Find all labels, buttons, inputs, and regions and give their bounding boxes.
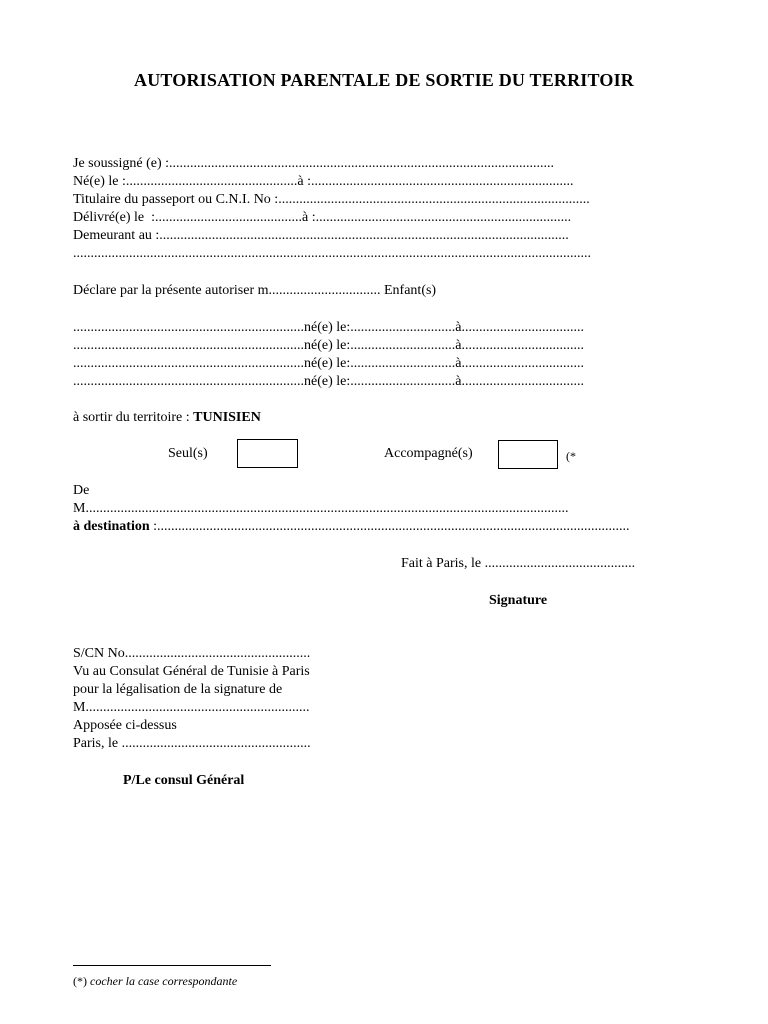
- field-soussigne: Je soussigné (e) :..............................................................................................................: [73, 156, 555, 171]
- destination-dots: :.......................................................................................................................................: [149, 519, 630, 534]
- footnote-text: cocher la case correspondante: [87, 974, 238, 988]
- child-line-3: ..................................................................né(e) le:..............................à...................................: [73, 356, 584, 371]
- seul-label: Seul(s): [168, 446, 208, 461]
- child-line-1: ..................................................................né(e) le:..............................à...................................: [73, 320, 584, 335]
- destination-line: [73, 518, 630, 536]
- consulate-pour: pour la légalisation de la signature de: [73, 682, 283, 697]
- accompagne-checkbox[interactable]: [498, 440, 558, 469]
- child-line-4: ..................................................................né(e) le:..............................à...................................: [73, 374, 584, 389]
- field-ne-le: Né(e) le :.................................................à :...........................................................................: [73, 174, 574, 189]
- escort-de: De: [73, 483, 90, 498]
- territory-line: [73, 409, 261, 427]
- page-title: AUTORISATION PARENTALE DE SORTIE DU TERRITOIR: [134, 70, 634, 90]
- fait-a-paris: Fait à Paris, le ...........................................: [401, 556, 636, 571]
- signature-label: Signature: [489, 593, 548, 608]
- footnote: [73, 972, 237, 990]
- territory-prefix: à sortir du territoire :: [73, 410, 194, 425]
- field-demeurant: Demeurant au :.....................................................................................................................: [73, 228, 569, 243]
- seul-checkbox[interactable]: [237, 439, 298, 468]
- consulate-apposee: Apposée ci-dessus: [73, 718, 177, 733]
- escort-m: M..........................................................................................................................................: [73, 501, 569, 516]
- field-demeurant-cont: ....................................................................................................................................................: [73, 246, 591, 261]
- consulate-scn: S/CN No.....................................................: [73, 646, 311, 661]
- consulate-paris: Paris, le ......................................................: [73, 736, 311, 751]
- asterisk-note-mark: (*: [566, 449, 576, 463]
- declaration-line: Déclare par la présente autoriser m................................ Enfant(s): [73, 283, 437, 298]
- child-line-2: ..................................................................né(e) le:..............................à...................................: [73, 338, 584, 353]
- field-delivre: Délivré(e) le :..........................................à :.........................................................................: [73, 210, 572, 225]
- accompagne-label: Accompagné(s): [384, 446, 473, 461]
- field-passeport: Titulaire du passeport ou C.N.I. No :.........................................................................................: [73, 192, 590, 207]
- footnote-mark: (*): [73, 974, 87, 988]
- consulate-vu: Vu au Consulat Général de Tunisie à Paris: [73, 664, 310, 679]
- consul-general: P/Le consul Général: [123, 773, 245, 788]
- footnote-rule: [73, 965, 271, 966]
- consulate-m: M................................................................: [73, 700, 310, 715]
- territory-country: TUNISIEN: [193, 410, 261, 425]
- destination-label: à destination: [73, 519, 150, 534]
